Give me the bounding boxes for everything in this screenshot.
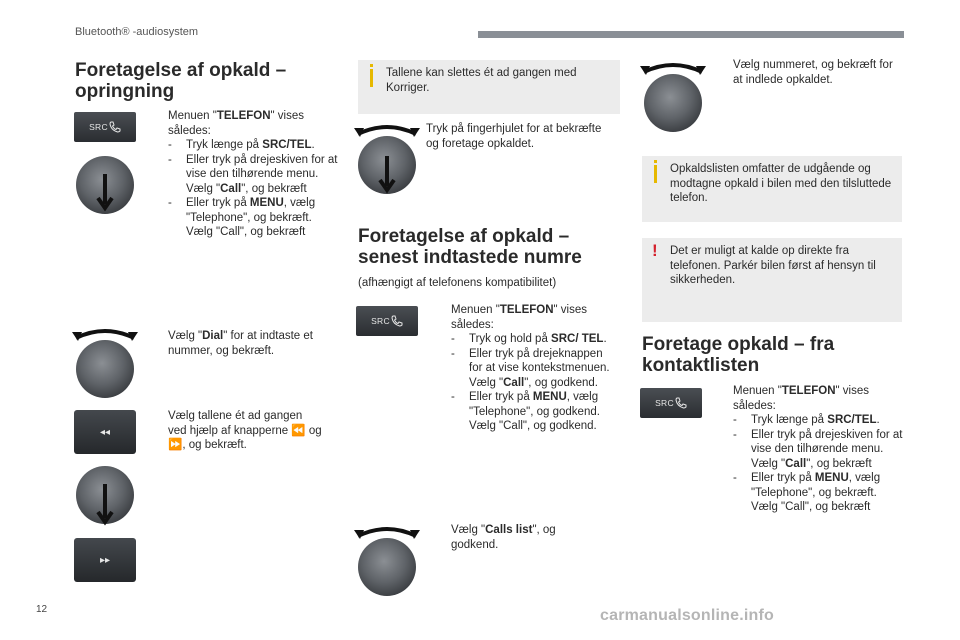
section2-subtitle: (afhængigt af telefonens kompatibilitet) <box>358 277 557 289</box>
warning-icon: ! <box>652 241 658 260</box>
section1-menu-text: Menuen "TELEFON" vises således: - Tryk længe på SRC/TEL. - Eller tryk på drejeskiven for at vise den tilhørende menu. Vælg "Call", og bekræft - Eller tryk på MENU, vælg "Telephone", og bekræft. Vælg "Call", og bekræft <box>168 110 338 238</box>
press-arrow-icon <box>70 150 140 220</box>
rotary-knob-rotate-3 <box>638 56 708 136</box>
page-number: 12 <box>36 604 48 615</box>
rotate-arrow-icon <box>638 56 708 76</box>
rotary-knob-icon <box>644 74 702 132</box>
section2-calls-text: Vælg "Calls list", og godkend. <box>451 524 556 551</box>
note-warning: ! Det er muligt at kalde op direkte fra telefonen. Parkér bilen først af hensyn til sikkerheden. <box>642 238 902 322</box>
section1-title: Foretagelse af opkald – opringning <box>75 60 287 102</box>
header-bar <box>478 31 904 38</box>
section2-title: Foretagelse af opkald – senest indtastede numre <box>358 226 582 268</box>
footer-watermark: carmanualsonline.info <box>600 607 775 624</box>
src-button: SRC <box>74 112 136 142</box>
rotary-knob-press-2 <box>70 460 140 535</box>
rotary-knob-rotate-1 <box>70 322 140 402</box>
rotary-knob-icon <box>358 538 416 596</box>
src-button: SRC <box>356 306 418 336</box>
section1-digits-text: Vælg tallene ét ad gangen ved hjælp af knapperne ⏪ og ⏩, og bekræft. <box>168 410 322 451</box>
rotary-knob-press-1 <box>70 150 140 220</box>
press-arrow-icon <box>70 460 140 535</box>
rotary-knob-icon <box>76 340 134 398</box>
rotary-knob-press-3 <box>352 118 422 198</box>
confirm-text: Tryk på fingerhjulet for at bekræfte og foretage opkaldet. <box>426 123 602 150</box>
note-call-list: Opkaldslisten omfatter de udgående og modtagne opkald i bilen med den tilsluttede telefon. <box>642 156 902 222</box>
section3-menu-text: Menuen "TELEFON" vises således: - Tryk længe på SRC/TEL. - Eller tryk på drejeskiven for at vise den tilhørende menu. Vælg "Call", og bekræft - Eller tryk på MENU, vælg "Telephone", og bekræft. Vælg "Call", og bekræft <box>733 385 903 513</box>
info-icon <box>370 69 373 87</box>
note-delete: Tallene kan slettes ét ad gangen med Korriger. <box>358 60 620 114</box>
prev-seek-button: ◂◂ <box>74 410 136 454</box>
press-arrow-icon <box>352 118 422 198</box>
info-icon <box>654 165 657 183</box>
rotate-arrow-icon <box>352 520 422 540</box>
phone-icon <box>391 315 403 327</box>
page-header-title: Bluetooth® -audiosystem <box>75 26 199 38</box>
section1-dial-text: Vælg "Dial" for at indtaste et nummer, og bekræft. <box>168 330 313 357</box>
phone-icon <box>675 397 687 409</box>
rotary-knob-rotate-2 <box>352 520 422 600</box>
rotate-arrow-icon <box>70 322 140 342</box>
select-number-text: Vælg nummeret, og bekræft for at indlede opkaldet. <box>733 59 893 86</box>
src-button: SRC <box>640 388 702 418</box>
next-seek-button: ▸▸ <box>74 538 136 582</box>
phone-icon <box>109 121 121 133</box>
section3-title: Foretage opkald – fra kontaktlisten <box>642 334 835 376</box>
section2-menu-text: Menuen "TELEFON" vises således: - Tryk og hold på SRC/ TEL. - Eller tryk på drejeknappen for at vise kontekstmenuen. Vælg "Call", og godkend. - Eller tryk på MENU, vælg "Telephone", og godkend. Vælg "Call", og godkend. <box>451 304 610 432</box>
